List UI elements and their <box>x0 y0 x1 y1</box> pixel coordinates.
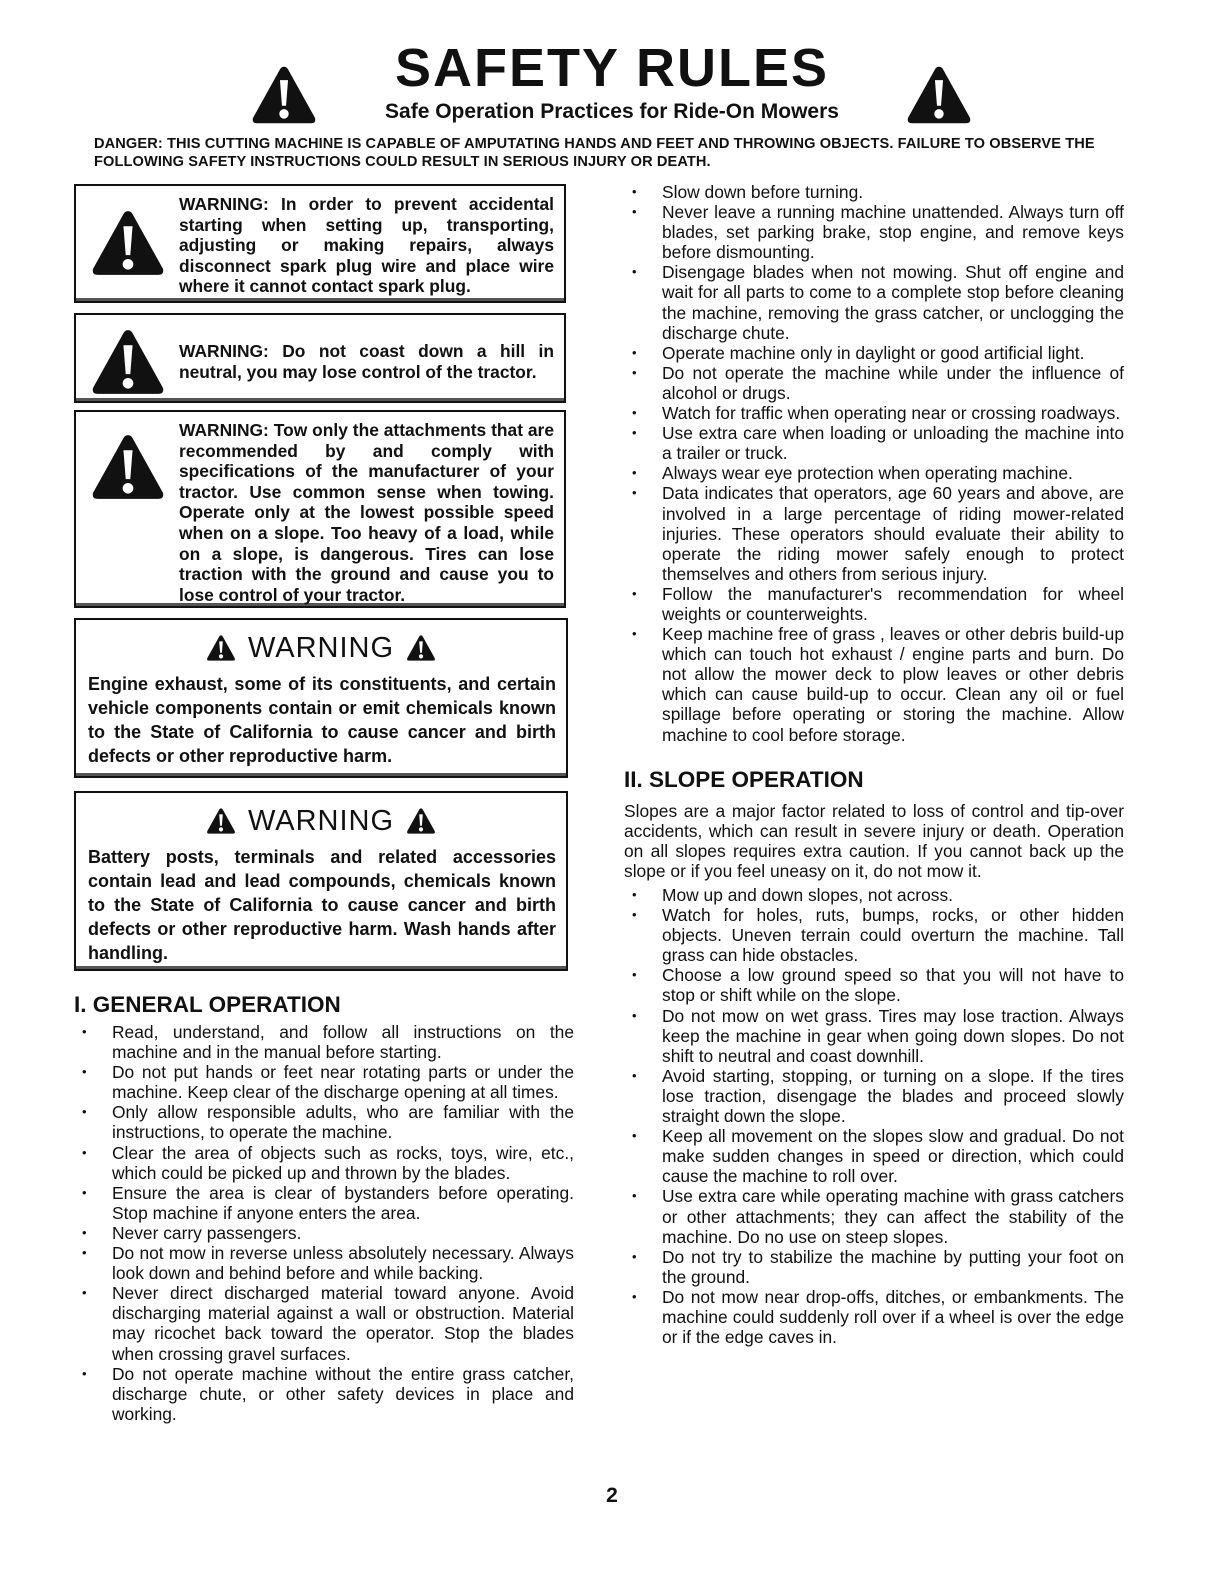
warning-box-battery <box>74 791 568 971</box>
list-item: • Avoid starting, stopping, or turning on a slope. If the tires lose traction, disengage the blades and proceed slowly straight down the slope. <box>624 1066 1124 1126</box>
warning-box-coast-hill <box>74 313 566 403</box>
list-item: • Do not mow near drop-offs, ditches, or embankments. The machine could suddenly roll over if a wheel is over the edge or if the edge caves in. <box>624 1287 1124 1347</box>
general-operation-list <box>74 1022 574 1424</box>
list-item: • Use extra care while operating machine with grass catchers or other attachments; they can affect the stability of the machine. Do no use on steep slopes. <box>624 1186 1124 1246</box>
warning-header <box>76 803 566 839</box>
list-item: • Follow the manufacturer's recommendation for wheel weights or counterweights. <box>624 584 1124 624</box>
list-item: • Do not operate the machine while under the influence of alcohol or drugs. <box>624 363 1124 403</box>
page-number: 2 <box>606 1484 618 1507</box>
list-item: • Watch for traffic when operating near or crossing roadways. <box>624 403 1124 423</box>
warning-triangle-icon <box>90 327 166 397</box>
list-item: • Ensure the area is clear of bystanders before operating. Stop machine if anyone enters the area. <box>74 1183 574 1223</box>
warning-triangle-icon <box>90 208 166 278</box>
list-item: • Do not mow on wet grass. Tires may lose traction. Always keep the machine in gear when going down slopes. Do not shift to neutral and coast downhill. <box>624 1006 1124 1066</box>
warning-triangle-icon <box>406 634 436 662</box>
right-column <box>624 182 1124 1347</box>
warning-body: Engine exhaust, some of its constituents, and certain vehicle components contain or emit chemicals known to the State of California to cause cancer and birth defects or other reproductive harm. <box>88 674 556 766</box>
list-item: • Keep all movement on the slopes slow and gradual. Do not make sudden changes in speed or direction, which could cause the machine to roll over. <box>624 1126 1124 1186</box>
list-item: • Data indicates that operators, age 60 years and above, are involved in a large percentage of riding mower-related injuries. These operators should evaluate their ability to operate the riding mower safely enough to protect themselves and others from serious injury. <box>624 483 1124 583</box>
danger-statement: DANGER: THIS CUTTING MACHINE IS CAPABLE OF AMPUTATING HANDS AND FEET AND THROWING OBJECTS. FAILURE TO OBSERVE THE FOLLOWING SAFETY INSTRUCTIONS COULD RESULT IN SERIOUS INJURY OR DEATH. <box>94 136 1095 170</box>
list-item: • Keep machine free of grass , leaves or other debris build-up which can touch hot exhaust / engine parts and burn. Do not allow the mower deck to plow leaves or other debris which can cause build-up to occur. Clean any oil or fuel spillage before operating or storing the machine. Allow machine to cool before storage. <box>624 624 1124 745</box>
list-item: • Do not mow in reverse unless absolutely necessary. Always look down and behind before and while backing. <box>74 1243 574 1283</box>
list-item: • Watch for holes, ruts, bumps, rocks, or other hidden objects. Uneven terrain could overturn the machine. Tall grass can hide obstacles. <box>624 905 1124 965</box>
warning-triangle-icon <box>90 432 166 502</box>
warning-text: WARNING: In order to prevent accidental starting when setting up, transporting, adjusting or making repairs, always disconnect spark plug wire and place wire where it cannot contact spark plug. <box>179 194 554 297</box>
list-item: • Always wear eye protection when operating machine. <box>624 463 1124 483</box>
list-item: • Read, understand, and follow all instructions on the machine and in the manual before starting. <box>74 1022 574 1062</box>
list-item: • Never direct discharged material toward anyone. Avoid discharging material against a wall or obstruction. Material may ricochet back toward the operator. Stop the blades when crossing gravel surfaces. <box>74 1283 574 1363</box>
list-item: • Operate machine only in daylight or good artificial light. <box>624 343 1124 363</box>
warning-header <box>76 630 566 666</box>
list-item: • Do not put hands or feet near rotating parts or under the machine. Keep clear of the discharge opening at all times. <box>74 1062 574 1102</box>
list-item: • Clear the area of objects such as rocks, toys, wire, etc., which could be picked up and thrown by the blades. <box>74 1143 574 1183</box>
warning-triangle-icon <box>406 807 436 835</box>
list-item: • Never leave a running machine unattended. Always turn off blades, set parking brake, stop engine, and remove keys before dismounting. <box>624 202 1124 262</box>
warning-triangle-icon <box>206 807 236 835</box>
section-heading: I. GENERAL OPERATION <box>74 992 341 1017</box>
list-item: • Only allow responsible adults, who are familiar with the instructions, to operate the machine. <box>74 1102 574 1142</box>
warning-text: WARNING: Tow only the attachments that are recommended by and comply with specifications of the manufacturer of your tractor. Use common sense when towing. Operate only at the lowest possible speed when on a slope. Too heavy of a load, while on a slope, is dangerous. Tires can lose traction with the ground and cause you to lose control of your tractor. <box>179 420 554 605</box>
warning-box-engine-exhaust <box>74 618 568 778</box>
page-title: SAFETY RULES <box>394 38 830 98</box>
list-item: • Never carry passengers. <box>74 1223 574 1243</box>
general-operation-section <box>74 992 574 1424</box>
list-item: • Disengage blades when not mowing. Shut off engine and wait for all parts to come to a complete stop before cleaning the machine, removing the grass catcher, or unclogging the discharge chute. <box>624 262 1124 342</box>
warning-title: WARNING <box>247 631 395 664</box>
list-item: • Choose a low ground speed so that you will not have to stop or shift while on the slope. <box>624 965 1124 1005</box>
warning-title: WARNING <box>247 804 395 837</box>
general-operation-list-continued <box>624 182 1124 745</box>
list-item: • Mow up and down slopes, not across. <box>624 885 1124 905</box>
warning-triangle-icon <box>206 634 236 662</box>
list-item: • Slow down before turning. <box>624 182 1124 202</box>
slope-intro: Slopes are a major factor related to loss of control and tip-over accidents, which can result in severe injury or death. Operation on all slopes requires extra caution. If you cannot back up the slope or if you feel uneasy on it, do not mow it. <box>624 800 1124 881</box>
warning-box-spark-plug <box>74 184 566 303</box>
list-item: • Do not operate machine without the entire grass catcher, discharge chute, or other safety devices in place and working. <box>74 1364 574 1424</box>
warning-body: Battery posts, terminals and related accessories contain lead and lead compounds, chemicals known to the State of California to cause cancer and birth defects or other reproductive harm. Wash hands after handling. <box>88 847 556 963</box>
list-item: • Use extra care when loading or unloading the machine into a trailer or truck. <box>624 423 1124 463</box>
section-heading: II. SLOPE OPERATION <box>624 766 864 792</box>
warning-text: WARNING: Do not coast down a hill in neutral, you may lose control of the tractor. <box>179 341 554 382</box>
slope-operation-list <box>624 885 1124 1347</box>
warning-box-towing <box>74 410 566 608</box>
list-item: • Do not try to stabilize the machine by putting your foot on the ground. <box>624 1247 1124 1287</box>
page-subtitle: Safe Operation Practices for Ride-On Mowers <box>385 100 839 123</box>
